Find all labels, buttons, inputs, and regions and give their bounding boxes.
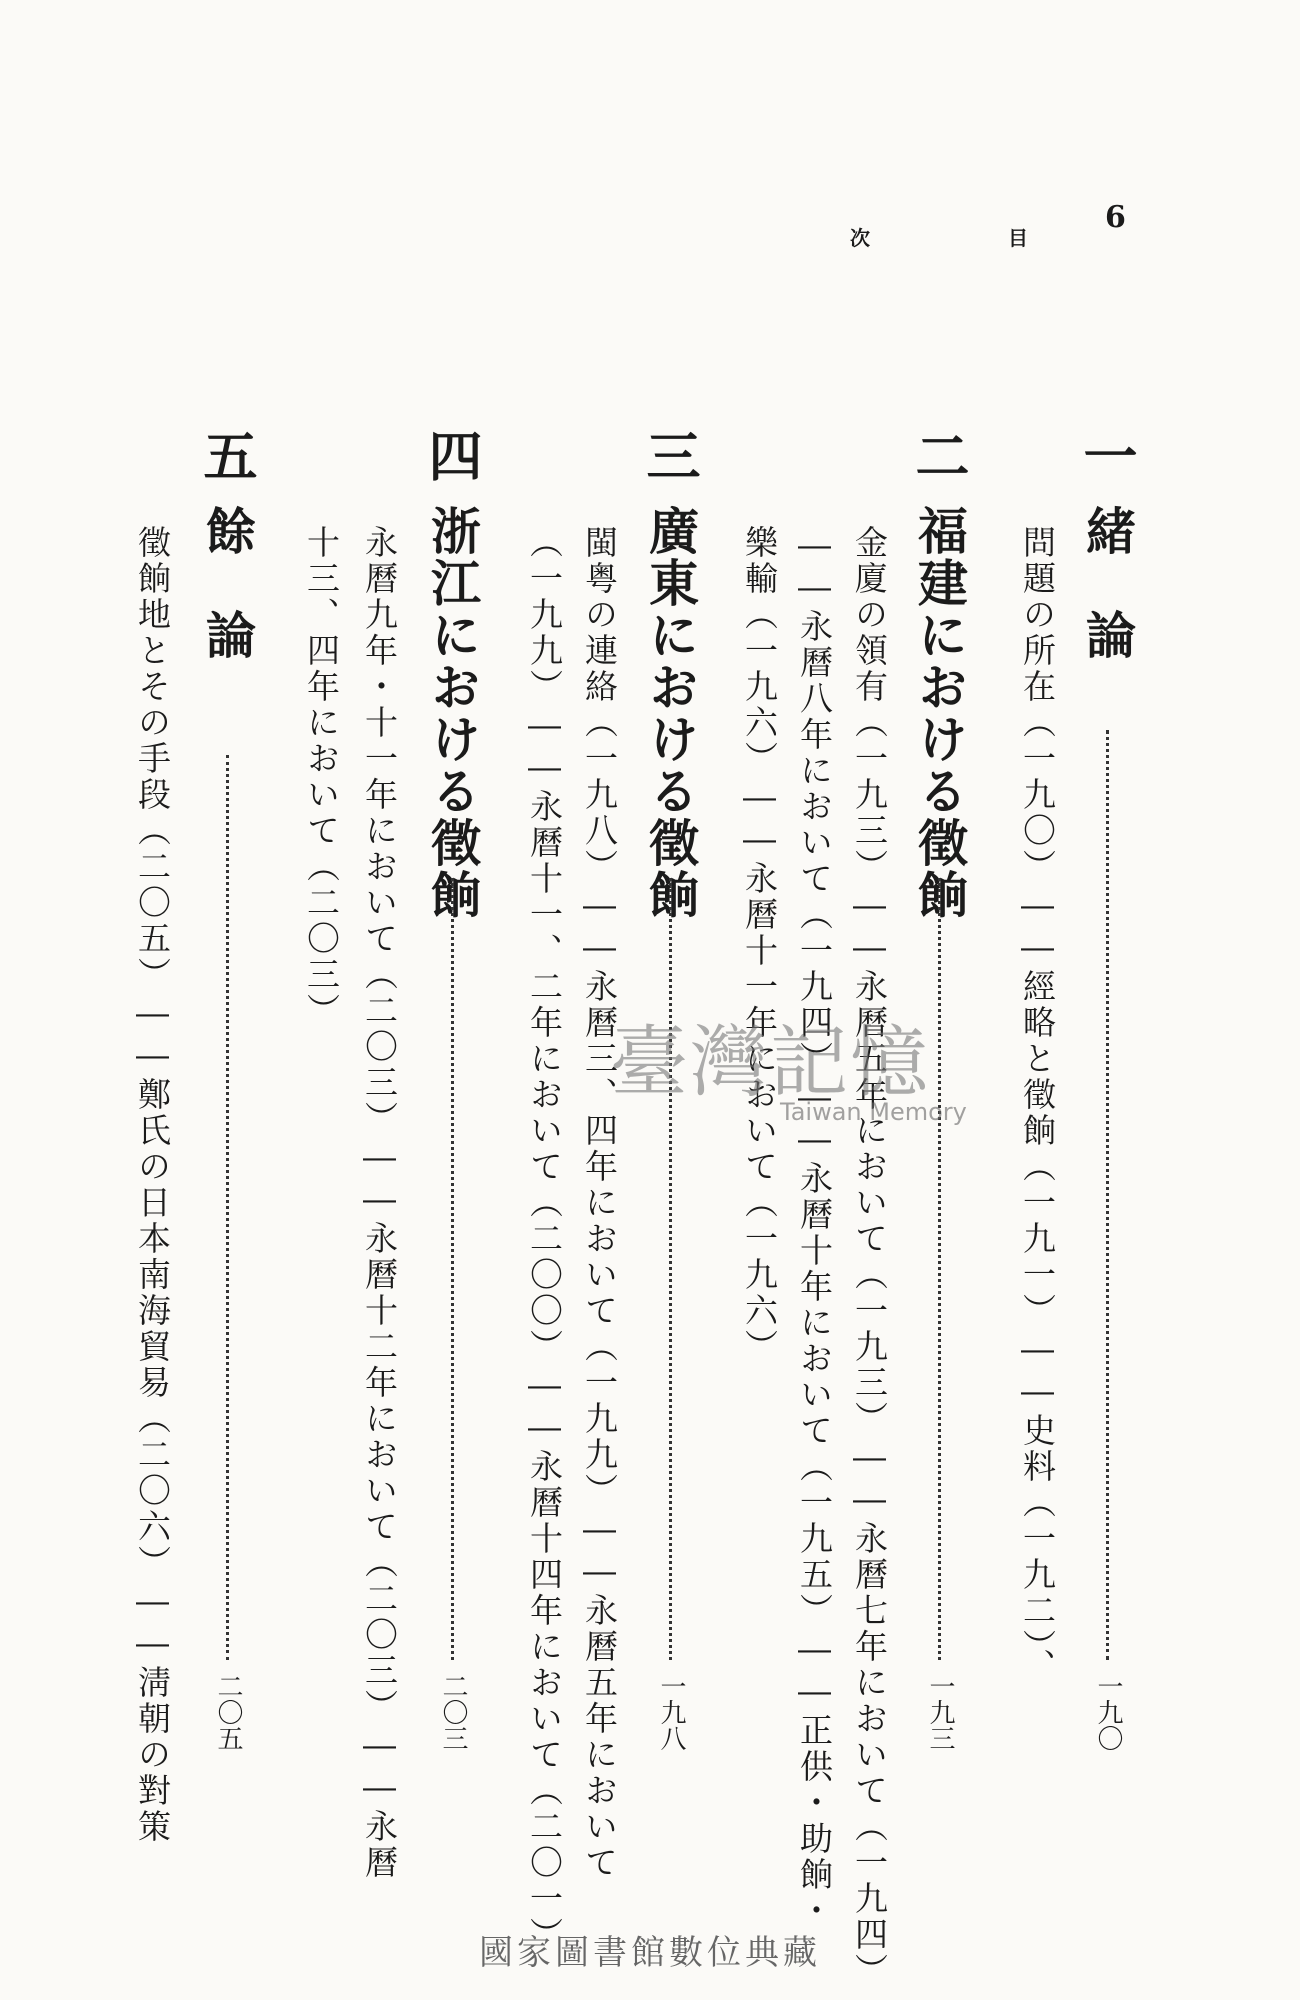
chapter-5-title: 餘 論 — [198, 505, 257, 661]
header-moku: 目 — [1008, 226, 1028, 250]
chapter-2-page: 一九三 — [925, 1673, 955, 1751]
header-tsugi: 次 — [850, 226, 870, 250]
chapter-4-subline-2: 十三、四年において（二〇三） — [302, 525, 341, 1029]
watermark-latin: Taiwan Memory — [780, 1098, 967, 1126]
chapter-3-subline-2: （一九九）――永曆十一、二年において（二〇〇）――永曆十四年において（二〇一） — [525, 525, 564, 1953]
chapter-1-page: 一九〇 — [1093, 1673, 1123, 1751]
chapter-5-subline-1: 徵餉地とその手段（二〇五）――鄭氏の日本南海貿易（二〇六）――淸朝の對策 — [133, 525, 172, 1845]
chapter-1-title: 緒 論 — [1078, 505, 1137, 661]
chapter-1-leader — [1106, 730, 1109, 1660]
chapter-1-number: 一 — [1075, 428, 1139, 482]
chapter-2-subline-3: 樂輸（一九六）――永曆十一年において（一九六） — [740, 525, 779, 1365]
chapter-3-page: 一九八 — [656, 1673, 686, 1751]
chapter-3-number: 三 — [638, 428, 702, 482]
chapter-2-title: 福建における徵餉 — [910, 505, 969, 921]
chapter-5-page: 二〇五 — [213, 1673, 243, 1751]
watermark — [610, 1000, 1080, 1130]
chapter-3-subline-1: 閩粤の連絡（一九八）――永曆三、四年において（一九九）――永曆五年において — [580, 525, 619, 1881]
chapter-2-number: 二 — [907, 428, 971, 482]
chapter-3-leader — [669, 878, 672, 1660]
chapter-2-subline-1: 金廈の領有（一九三）――永曆五年において（一九三）――永曆七年において（一九四） — [850, 525, 889, 1989]
chapter-2-subline-2: ――永曆八年において（一九四）――永曆十年において（一九五）――正供・助餉・ — [795, 525, 834, 1929]
chapter-2-leader — [938, 878, 941, 1660]
chapter-1-subline-1: 問題の所在（一九〇）――經略と徵餉（一九一）――史料（一九二）、 — [1018, 525, 1057, 1685]
chapter-5-number: 五 — [195, 428, 259, 482]
chapter-4-subline-1: 永曆九年・十一年において（二〇三）――永曆十二年において（二〇三）――永曆 — [360, 525, 399, 1881]
chapter-4-title: 浙江における徵餉 — [423, 505, 482, 921]
chapter-3-title: 廣東における徵餉 — [641, 505, 700, 921]
page-number: 6 — [1105, 200, 1126, 235]
chapter-5-leader — [226, 755, 229, 1660]
footer-collection-label: 國家圖書館數位典藏 — [479, 1933, 821, 1973]
chapter-4-number: 四 — [420, 428, 484, 482]
chapter-4-page: 二〇三 — [438, 1673, 468, 1751]
watermark-text: 臺灣記憶 — [610, 1018, 931, 1108]
chapter-4-leader — [451, 878, 454, 1660]
